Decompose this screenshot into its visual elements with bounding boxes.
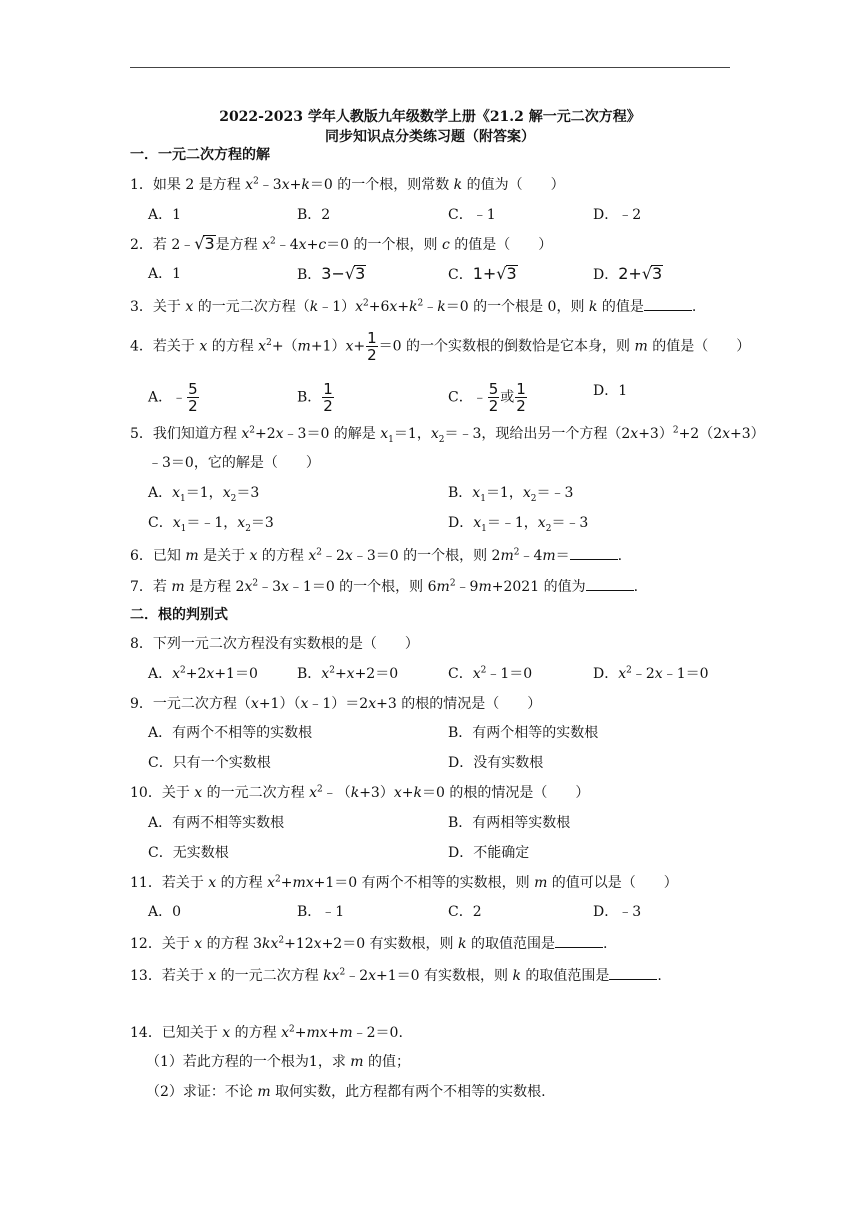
q11-option-d: D．﹣3 bbox=[593, 904, 642, 920]
q11-option-b: B．﹣1 bbox=[297, 904, 345, 920]
q8-option-d: D．$x^2﹣2x﹣1=0$ bbox=[593, 665, 709, 682]
q1-option-d: D．﹣2 bbox=[593, 207, 642, 223]
question-14-part-1: （1）若此方程的一个根为1，求 m 的值； bbox=[146, 1054, 411, 1070]
q2-option-b: B．3−√3 bbox=[297, 264, 366, 283]
question-5-line2: ﹣3＝0，它的解是（ ） bbox=[148, 455, 320, 471]
question-8: 8．下列一元二次方程没有实数根的是（ ） bbox=[130, 636, 419, 652]
q4-option-b: B． $\frac{1}{2}$ bbox=[297, 380, 333, 415]
q9-option-d: D．没有实数根 bbox=[448, 755, 544, 771]
question-9: 9．一元二次方程（x+1）（x﹣1）＝2x+3 的根的情况是（ ） bbox=[130, 696, 542, 712]
q4-option-c: C．﹣ $\frac{5}{2}$ 或 $\frac{1}{2}$ bbox=[448, 380, 526, 415]
question-5-line1: 5．我们知道方程 $x^2+2x﹣3=0$ 的解是 $x_1=1$，$x_2=﹣3$，现给出另一个方程$(2x+3)^2+2(2x+3)$ bbox=[130, 425, 765, 445]
q5-option-b: B．$x_1=1$，$x_2=﹣3$ bbox=[448, 485, 574, 504]
question-10: 10．关于 x 的一元二次方程 $x^2﹣(k+3)x+k=0$ 的根的情况是（ ） bbox=[130, 784, 590, 801]
q1-option-c: C．﹣1 bbox=[448, 207, 496, 223]
q4-option-a: A．﹣ $\frac{5}{2}$ bbox=[148, 380, 198, 415]
q10-option-a: A．有两不相等实数根 bbox=[148, 815, 285, 831]
question-14-part-2: （2）求证：不论 m 取何实数，此方程都有两个不相等的实数根. bbox=[146, 1084, 546, 1100]
q8-option-a: A．$x^2+2x+1=0$ bbox=[148, 665, 258, 682]
q10-option-b: B．有两相等实数根 bbox=[448, 815, 571, 831]
q1-option-a: A．1 bbox=[148, 207, 182, 223]
q5-option-d: D．$x_1=﹣1$，$x_2=﹣3$ bbox=[448, 515, 589, 534]
section-heading-2: 二．根的判别式 bbox=[130, 607, 228, 623]
question-3: 3．关于 x 的一元二次方程$(k﹣1)x^2+6x+k^2﹣k=0$ 的一个根是 0，则 k 的值是 . bbox=[130, 296, 696, 317]
q2-option-c: C．1+√3 bbox=[448, 264, 517, 283]
q5-option-a: A．$x_1=1$，$x_2=3$ bbox=[148, 485, 260, 504]
question-4: 4．若关于 x 的方程 $x^2+(m+1)x+$ $\frac{1}{2}$ ＝0 的一个实数根的倒数恰是它本身，则 m 的值是（ ） bbox=[130, 329, 751, 364]
q10-option-d: D．不能确定 bbox=[448, 845, 530, 861]
q11-option-a: A．0 bbox=[148, 904, 182, 920]
question-6: 6．已知 m 是关于 x 的方程 $x^2﹣2x﹣3=0$ 的一个根，则 $2m^2﹣4m=$ . bbox=[130, 545, 622, 566]
q10-option-c: C．无实数根 bbox=[148, 845, 229, 861]
doc-title-line2: 同步知识点分类练习题（附答案） bbox=[325, 129, 535, 145]
top-rule bbox=[130, 67, 730, 68]
q9-option-a: A．有两个不相等的实数根 bbox=[148, 725, 313, 741]
q1-option-b: B．2 bbox=[297, 207, 331, 223]
question-2: 2．若 2﹣√3是方程 $x^2﹣4x+c=0$ 的一个根，则 c 的值是（ ） bbox=[130, 234, 553, 253]
question-7: 7．若 m 是方程 $2x^2﹣3x﹣1=0$ 的一个根，则 $6m^2﹣9m+2021$ 的值为 . bbox=[130, 576, 638, 597]
q8-option-c: C．$x^2﹣1=0$ bbox=[448, 665, 533, 682]
question-14: 14．已知关于 x 的方程 $x^2+mx+m﹣2=0$. bbox=[130, 1024, 403, 1041]
q5-option-c: C．$x_1=﹣1$，$x_2=3$ bbox=[148, 515, 274, 534]
question-12: 12．关于 x 的方程 $3kx^2+12x+2=0$ 有实数根，则 k 的取值范围是 . bbox=[130, 933, 607, 954]
q8-option-b: B．$x^2+x+2=0$ bbox=[297, 665, 399, 682]
question-11: 11．若关于 x 的方程 $x^2+mx+1=0$ 有两个不相等的实数根，则 m 的值可以是（ ） bbox=[130, 874, 678, 891]
q9-option-b: B．有两个相等的实数根 bbox=[448, 725, 599, 741]
q11-option-c: C．2 bbox=[448, 904, 482, 920]
q9-option-c: C．只有一个实数根 bbox=[148, 755, 271, 771]
question-1: 1．如果 2 是方程 $x^2﹣3x+k=0$ 的一个根，则常数 k 的值为（ ） bbox=[130, 176, 565, 193]
q2-option-d: D．2+√3 bbox=[593, 264, 663, 283]
section-heading-1: 一．一元二次方程的解 bbox=[130, 147, 270, 163]
q2-option-a: A．1 bbox=[148, 266, 182, 282]
doc-title-line1: 2022-2023 学年人教版九年级数学上册《21.2 解一元二次方程》 bbox=[219, 109, 641, 125]
q4-option-d: D．1 bbox=[593, 383, 628, 399]
question-13: 13．若关于 x 的一元二次方程 $kx^2﹣2x+1=0$ 有实数根，则 k 的取值范围是 . bbox=[130, 965, 662, 986]
